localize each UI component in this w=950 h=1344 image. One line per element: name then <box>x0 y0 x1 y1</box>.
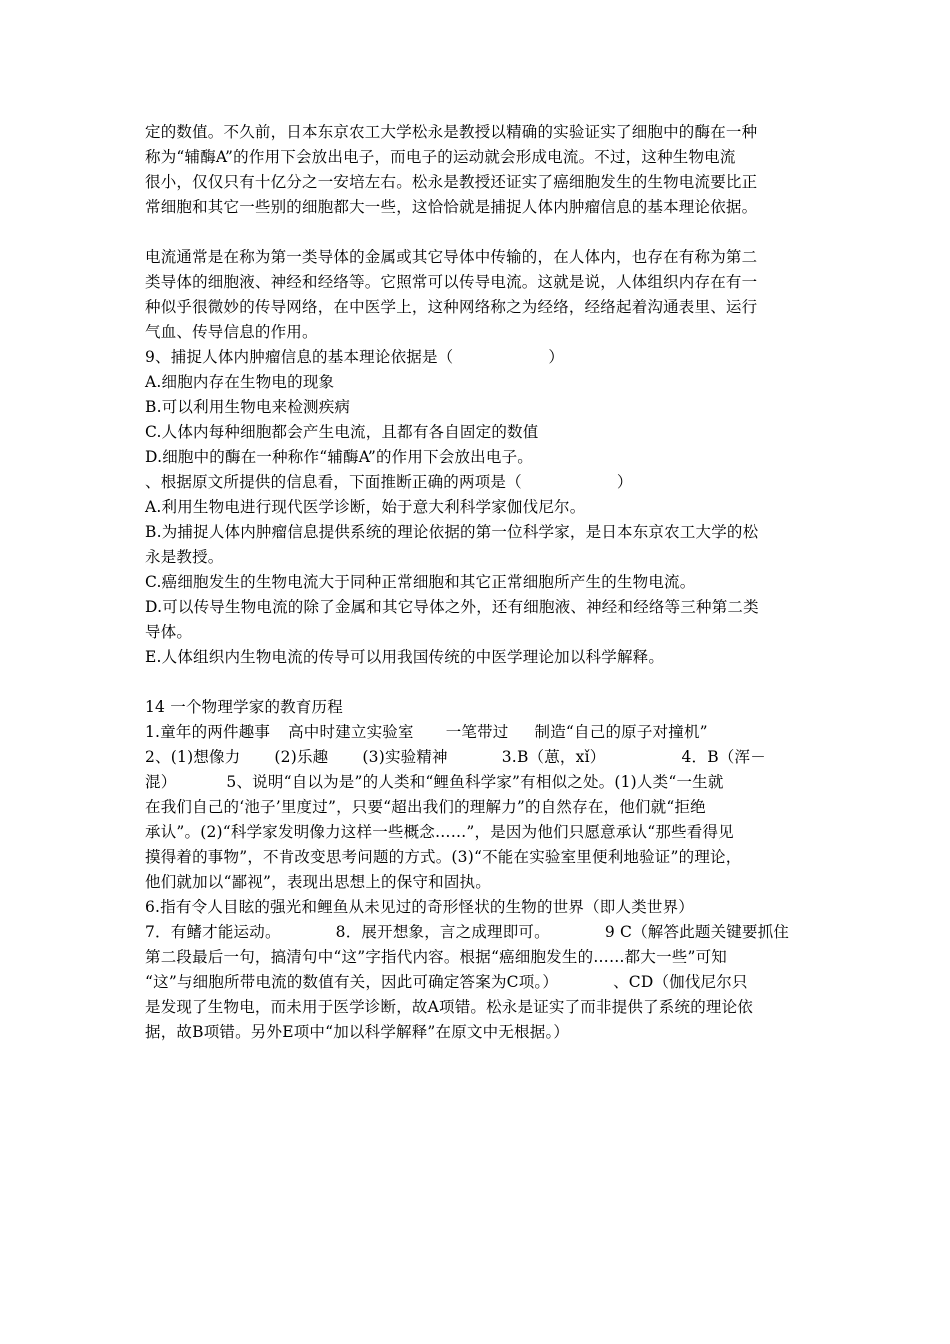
text-line: 称为“辅酶A”的作用下会放出电子，而电子的运动就会形成电流。不过，这种生物电流 <box>145 148 736 166</box>
answer-9-line: 第二段最后一句，搞清句中“这”字指代内容。根据“癌细胞发生的……都大一些”可知 <box>145 948 727 966</box>
text-line: 气血、传导信息的作用。 <box>145 323 318 341</box>
text-line: 很小，仅仅只有十亿分之一安培左右。松永是教授还证实了癌细胞发生的生物电流要比正 <box>145 173 758 191</box>
stem-text: 、根据原文所提供的信息看，下面推断正确的两项是（ <box>145 473 522 491</box>
answer-part: 、CD（伽伐尼尔只 <box>613 973 748 991</box>
option-d-cont: 导体。 <box>145 623 193 641</box>
answer-part: 5、说明“自以为是”的人类和“鲤鱼科学家”有相似之处。(1)人类“一生就 <box>226 773 724 791</box>
option-b: B.为捕捉人体内肿瘤信息提供系统的理论依据的第一位科学家，是日本东京农工大学的松 <box>145 523 759 541</box>
answer-part: 2、(1)想像力 <box>145 748 241 766</box>
answer-5-line: 摸得着的事物”，不肯改变思考问题的方式。(3)“不能在实验室里便利地验证”的理论， <box>145 848 742 866</box>
text-line: 电流通常是在称为第一类导体的金属或其它导体中传输的，在人体内，也存在有称为第二 <box>145 248 758 266</box>
answer-9-10 <box>145 970 810 995</box>
answer-5-line: 承认”。(2)“科学家发明像力这样一些概念……”，是因为他们只愿意承认“那些看得见 <box>145 823 734 841</box>
answer-part: (2)乐趣 <box>274 748 329 766</box>
answer-4-5 <box>145 770 810 795</box>
stem-text: 9、捕捉人体内肿瘤信息的基本理论依据是（ <box>145 348 454 366</box>
answer-part: 1.童年的两件趣事 <box>145 723 271 741</box>
passage-paragraph-2 <box>145 245 810 345</box>
answer-part: 7．有鳍才能运动。 <box>145 923 281 941</box>
answers-heading: 14 一个物理学家的教育历程 <box>145 698 343 716</box>
answer-part: 制造“自己的原子对撞机” <box>534 723 708 741</box>
answer-part: 8．展开想象，言之成理即可。 <box>335 923 550 941</box>
answer-part: 混） <box>145 773 177 791</box>
text-line: 类导体的细胞液、神经和经络等。它照常可以传导电流。这就是说，人体组织内存在有一 <box>145 273 758 291</box>
answer-1 <box>145 720 810 745</box>
text-line: 定的数值。不久前，日本东京农工大学松永是教授以精确的实验证实了细胞中的酶在一种 <box>145 123 758 141</box>
option-c: C.人体内每种细胞都会产生电流，且都有各自固定的数值 <box>145 423 539 441</box>
answer-part: 高中时建立实验室 <box>288 723 414 741</box>
option-c: C.癌细胞发生的生物电流大于同种正常细胞和其它正常细胞所产生的生物电流。 <box>145 573 696 591</box>
question-9-stem <box>145 345 810 370</box>
question-9 <box>145 345 810 470</box>
answer-2-4 <box>145 745 810 770</box>
answer-part: 3.B（葸，xǐ） <box>501 748 606 766</box>
option-a: A.利用生物电进行现代医学诊断，始于意大利科学家伽伐尼尔。 <box>145 498 586 516</box>
answer-6: 6.指有令人目眩的强光和鲤鱼从未见过的奇形怪状的生物的世界（即人类世界） <box>145 898 694 916</box>
option-d: D.可以传导生物电流的除了金属和其它导体之外，还有细胞液、神经和经络等三种第二类 <box>145 598 759 616</box>
stem-end: ） <box>548 348 565 366</box>
answer-5-line: 在我们自己的‘池子’里度过”，只要“超出我们的理解力”的自然存在，他们就“拒绝 <box>145 798 706 816</box>
answer-10-line: 据，故B项错。另外E项中“加以科学解释”在原文中无根据。） <box>145 1023 570 1041</box>
answer-part: 一笔带过 <box>445 723 509 741</box>
passage-paragraph-1 <box>145 120 810 220</box>
answer-part: 4．B（浑－ <box>681 748 766 766</box>
stem-end: ） <box>616 473 633 491</box>
answer-5-line: 他们就加以“鄙视”，表现出思想上的保守和固执。 <box>145 873 491 891</box>
text-line: 常细胞和其它一些别的细胞都大一些，这恰恰就是捕捉人体内肿瘤信息的基本理论依据。 <box>145 198 758 216</box>
question-10-stem <box>145 470 810 495</box>
answer-part: “这”与细胞所带电流的数值有关，因此可确定答案为C项。） <box>145 973 559 991</box>
option-d: D.细胞中的酶在一种称作“辅酶A”的作用下会放出电子。 <box>145 448 533 466</box>
answer-10-line: 是发现了生物电，而未用于医学诊断，故A项错。松永是证实了而非提供了系统的理论依 <box>145 998 753 1016</box>
option-b: B.可以利用生物电来检测疾病 <box>145 398 351 416</box>
option-b-cont: 永是教授。 <box>145 548 224 566</box>
answer-part: 9 C（解答此题关键要抓住 <box>604 923 790 941</box>
option-a: A.细胞内存在生物电的现象 <box>145 373 335 391</box>
answers-section <box>145 695 810 1045</box>
answer-7-9 <box>145 920 810 945</box>
question-10 <box>145 470 810 670</box>
text-line: 种似乎很微妙的传导网络，在中医学上，这种网络称之为经络，经络起着沟通表里、运行 <box>145 298 758 316</box>
option-e: E.人体组织内生物电流的传导可以用我国传统的中医学理论加以科学解释。 <box>145 648 665 666</box>
answer-part: (3)实验精神 <box>362 748 448 766</box>
